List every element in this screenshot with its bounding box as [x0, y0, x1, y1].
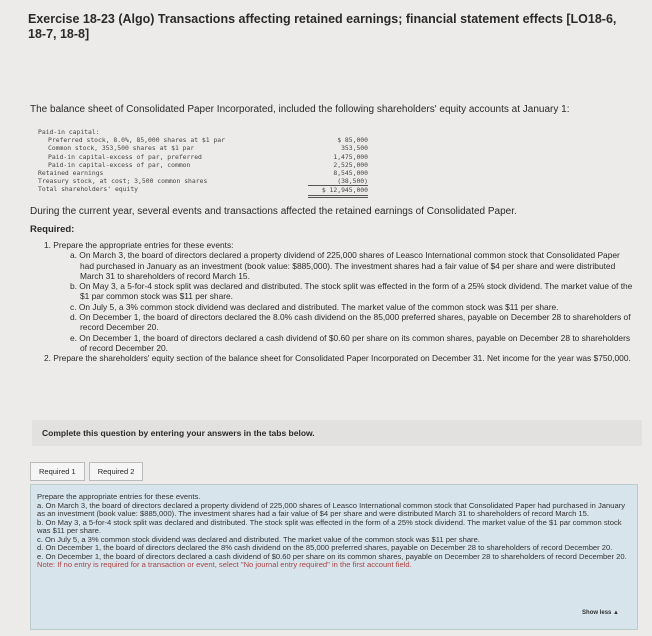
bs-amount: 8,545,000 [333, 169, 368, 178]
bs-label: Common stock, 353,500 shares at $1 par [48, 144, 195, 153]
requirement-1: 1. Prepare the appropriate entries for these events: [44, 240, 234, 250]
event-a: a. On March 3, the board of directors declared a property dividend of 225,000 shares of Leasco International common stock that Consolidated Paper had purchased in January as an investment (book value: $885,000). The investment shares had a fair value of $4 per share and were distributed March 31 to shareholders of record March 15. [70, 250, 620, 281]
bs-amount: $ 85,000 [337, 136, 368, 145]
bs-amount: 353,500 [341, 144, 368, 153]
panel-event: c. On July 5, a 3% common stock dividend was declared and distributed. The market value of the common stock was $11 per share. [37, 534, 480, 544]
bs-label: Total shareholders' equity [38, 185, 139, 194]
panel-event: a. On March 3, the board of directors declared a property dividend of 225,000 shares of Leasco International common stock that Consolidated Paper had purchased in January as an investment (book value: $885,000). The investment shares had a fair value of $4 per share and were distributed March 31 to shareholders of record March 15. [37, 500, 626, 518]
show-less-button[interactable]: Show less ▲ [582, 609, 619, 616]
bs-row [38, 153, 368, 161]
panel-event: e. On December 1, the board of directors declared a cash dividend of $0.60 per share on its common shares, payable on December 28 to shareholders of record December 20. [37, 551, 627, 561]
bs-row [38, 144, 368, 152]
bs-amount: $ 12,945,000 [308, 185, 368, 197]
bs-row [38, 161, 368, 169]
bs-label: Paid-in capital-excess of par, common [48, 160, 191, 169]
tab-required-2[interactable]: Required 2 [89, 462, 144, 481]
bs-total-row [38, 185, 368, 197]
requirements-list [44, 240, 634, 364]
panel-note: Note: If no entry is required for a transaction or event, select "No journal entry required" in the first account field. [37, 560, 412, 569]
bs-label: Paid-in capital-excess of par, preferred [48, 152, 202, 161]
event-e: e. On December 1, the board of directors declared a cash dividend of $0.60 per share on its common shares, payable on December 28 to shareholders of record December 20. [70, 332, 631, 353]
bs-amount: (38,500) [337, 177, 368, 186]
required-1-panel [30, 484, 638, 630]
event-b: b. On May 3, a 5-for-4 stock split was declared and distributed. The stock split was effected in the form of a 25% stock dividend. The market value of the $1 par common stock was $11 per share. [70, 281, 633, 302]
bs-label: Preferred stock, 8.0%, 85,000 shares at $1 par [48, 136, 225, 145]
bs-header: Paid-in capital: [38, 128, 100, 136]
tabs [30, 462, 147, 481]
panel-event: b. On May 3, a 5-for-4 stock split was declared and distributed. The stock split was effected in the form of a 25% stock dividend. The market value of the $1 par common stock was $11 per share. [37, 517, 622, 535]
balance-sheet [38, 128, 368, 198]
exercise-title: Exercise 18-23 (Algo) Transactions affecting retained earnings; financial statement effects [LO18-6, 18-7, 18-8] [28, 12, 617, 41]
bs-row [38, 169, 368, 177]
event-d: d. On December 1, the board of directors declared the 8.0% cash dividend on the 85,000 preferred shares, payable on December 28 to shareholders of record December 20. [70, 312, 631, 333]
event-c: c. On July 5, a 3% common stock dividend was declared and distributed. The market value of the common stock was $11 per share. [70, 301, 559, 312]
required-heading: Required: [30, 224, 75, 235]
during-text: During the current year, several events and transactions affected the retained earnings of Consolidated Paper. [30, 206, 517, 217]
requirement-2: 2. Prepare the shareholders' equity section of the balance sheet for Consolidated Paper Incorporated on December 31. Net income for the year was $750,000. [44, 353, 631, 364]
bs-row [38, 136, 368, 144]
panel-event: d. On December 1, the board of directors declared the 8% cash dividend on the 85,000 preferred shares, payable on December 28 to shareholders of record December 20. [37, 543, 613, 552]
bs-amount: 2,525,000 [333, 160, 368, 169]
panel-heading: Prepare the appropriate entries for these events. [37, 492, 201, 501]
instructions-banner: Complete this question by entering your answers in the tabs below. [32, 420, 642, 446]
bs-label: Treasury stock, at cost; 3,500 common shares [38, 177, 208, 186]
bs-label: Retained earnings [38, 169, 104, 178]
bs-row [38, 177, 368, 185]
intro-text: The balance sheet of Consolidated Paper Incorporated, included the following shareholders' equity accounts at January 1: [30, 104, 570, 115]
tab-required-1[interactable]: Required 1 [30, 462, 85, 481]
bs-amount: 1,475,000 [333, 152, 368, 161]
